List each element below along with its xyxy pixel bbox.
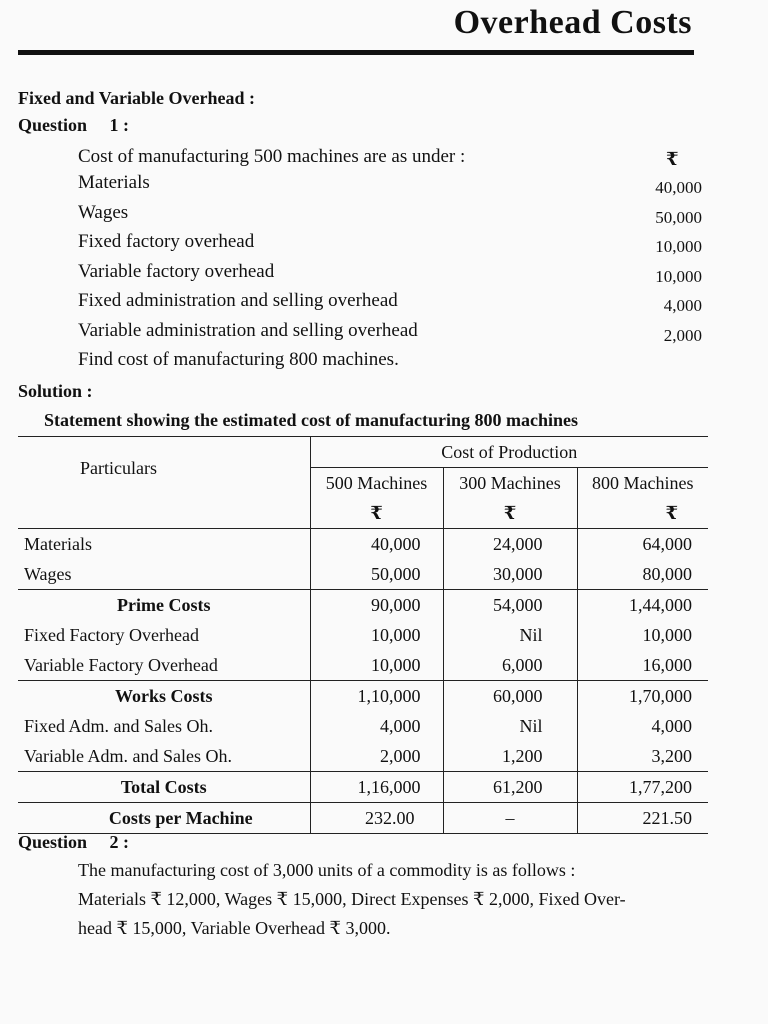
column-header: 500 Machines: [310, 468, 443, 499]
question-1-label: Question: [18, 115, 88, 135]
cost-statement-table: [18, 436, 708, 834]
list-item: Wages 50,000: [78, 201, 702, 227]
question-1-task: Find cost of manufacturing 800 machines.: [78, 349, 399, 370]
column-header: 300 Machines: [443, 468, 577, 499]
table-header-row: [18, 437, 708, 468]
column-header: 800 Machines: [577, 468, 708, 499]
table-row: Costs per Machine 232.00 – 221.50: [18, 803, 708, 834]
table-row: Wages 50,000 30,000 80,000: [18, 559, 708, 590]
question-2-label: Question: [18, 832, 88, 852]
table-row: Total Costs 1,16,000 61,200 1,77,200: [18, 772, 708, 803]
table-row: Fixed Factory Overhead 10,000 Nil 10,000: [18, 620, 708, 650]
list-item: [78, 349, 702, 379]
solution-label: Solution :: [18, 381, 93, 401]
list-item: Variable factory overhead 10,000: [78, 260, 702, 286]
question-2-line-2: Materials ₹ 12,000, Wages ₹ 15,000, Direct Expenses ₹ 2,000, Fixed Over-: [78, 889, 626, 909]
table-row: Works Costs 1,10,000 60,000 1,70,000: [18, 681, 708, 712]
table-row: Variable Factory Overhead 10,000 6,000 16,000: [18, 650, 708, 681]
list-item: Fixed factory overhead 10,000: [78, 231, 702, 256]
list-item: Fixed administration and selling overhead 4,000: [78, 290, 702, 315]
rupee-currency-icon: ₹: [577, 498, 708, 529]
question-2-line-1: The manufacturing cost of 3,000 units of a commodity is as follows :: [78, 860, 576, 880]
table-row: Prime Costs 90,000 54,000 1,44,000: [18, 590, 708, 621]
question-2-line-3: head ₹ 15,000, Variable Overhead ₹ 3,000.: [78, 918, 391, 938]
table-row: Variable Adm. and Sales Oh. 2,000 1,200 3,200: [18, 741, 708, 772]
statement-title: Statement showing the estimated cost of manufacturing 800 machines: [44, 410, 578, 430]
table-row: Materials 40,000 24,000 64,000: [18, 529, 708, 560]
question-2-heading: [18, 832, 129, 853]
list-item: Variable administration and selling overhead 2,000: [78, 319, 702, 345]
page-title: Overhead Costs: [453, 4, 692, 41]
header-rule: [18, 50, 694, 55]
question-1-cost-list: [78, 172, 702, 379]
question-2-number: 2 :: [109, 832, 130, 852]
particulars-header: Particulars: [18, 437, 310, 499]
question-1-number: 1 :: [109, 115, 130, 135]
table-currency-row: [18, 498, 708, 529]
section-title: Fixed and Variable Overhead :: [18, 88, 256, 108]
rupee-currency-icon: ₹: [310, 498, 443, 529]
question-1-heading: [18, 115, 129, 136]
table-row: Fixed Adm. and Sales Oh. 4,000 Nil 4,000: [18, 711, 708, 741]
list-item: Materials 40,000: [78, 172, 702, 197]
rupee-currency-icon: ₹: [443, 498, 577, 529]
rupee-currency-icon: ₹: [666, 149, 679, 169]
question-1-intro: Cost of manufacturing 500 machines are as under :: [78, 146, 466, 167]
cost-of-production-header: Cost of Production: [310, 437, 708, 468]
